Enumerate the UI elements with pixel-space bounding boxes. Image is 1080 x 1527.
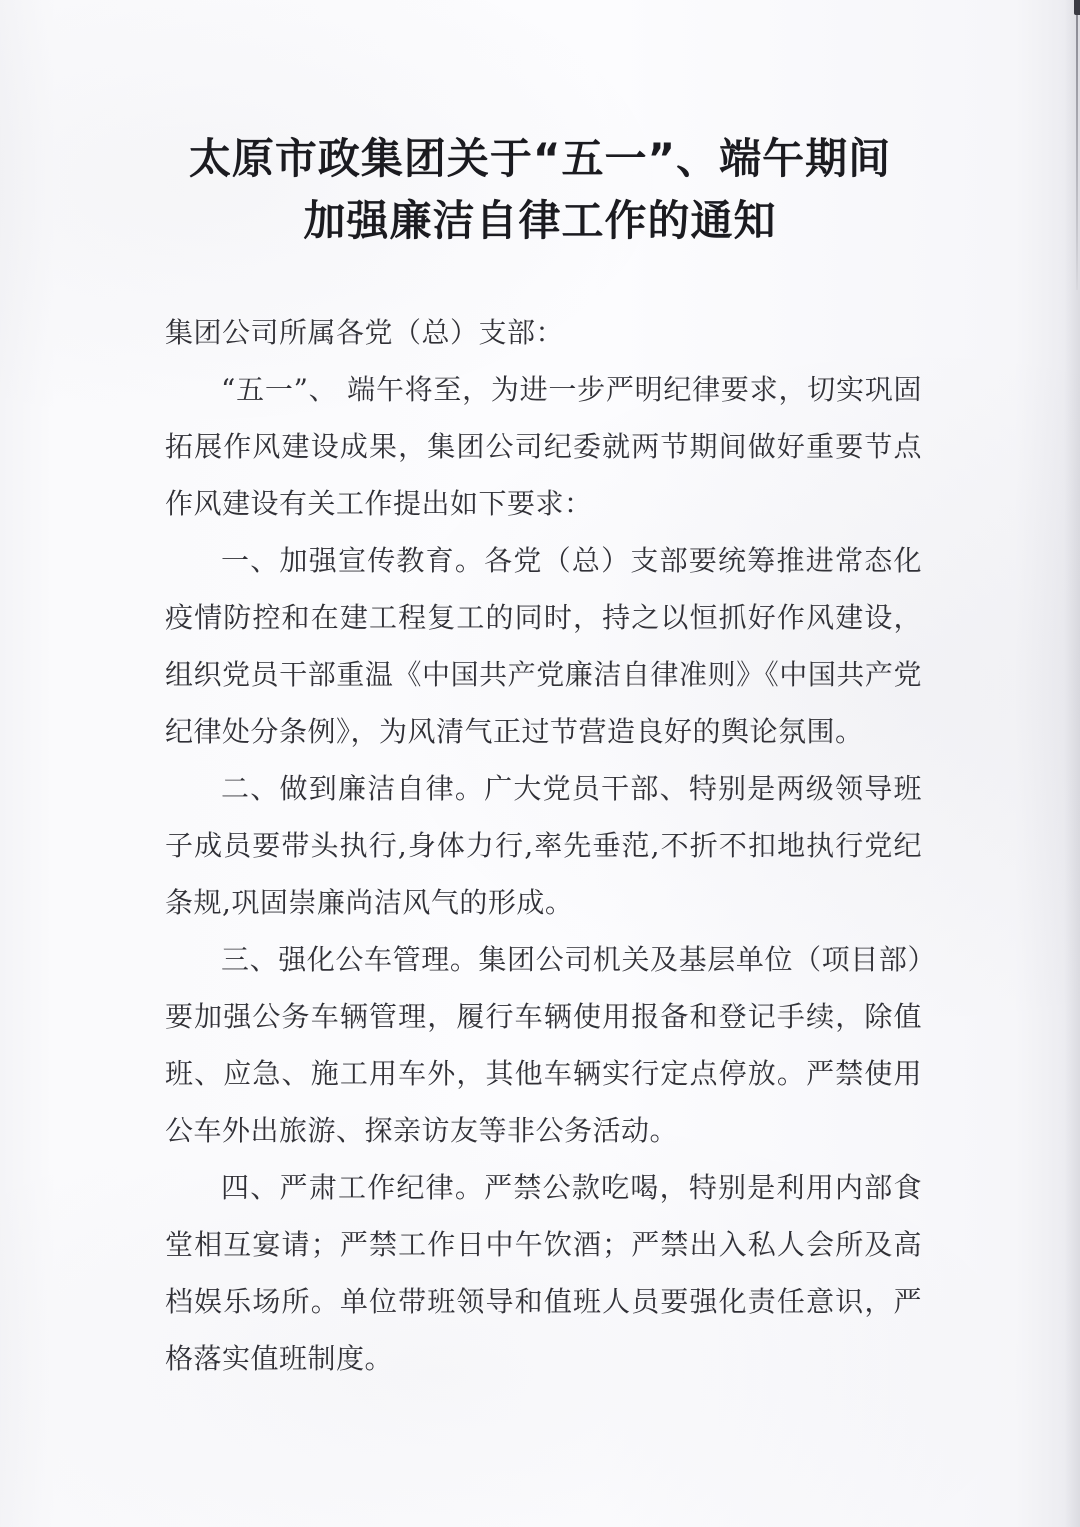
notice-title-line-2: 加强廉洁自律工作的通知 (303, 196, 777, 245)
paragraph-item-1: 一、加强宣传教育。各党（总）支部要统筹推进常态化疫情防控和在建工程复工的同时，持之以恒抓好作风建设，组织党员干部重温《中国共产党廉洁自律准则》《中国共产党纪律处分条例》，为风清气正过节营造良好的舆论氛围。 (165, 544, 922, 748)
notice-title (0, 128, 1080, 252)
notice-body (165, 304, 922, 1387)
scan-corner-mark (1074, 0, 1080, 15)
paragraph-item-3: 三、强化公车管理。集团公司机关及基层单位（项目部）要加强公务车辆管理，履行车辆使用报备和登记手续，除值班、应急、施工用车外，其他车辆实行定点停放。严禁使用公车外出旅游、探亲访友等非公务活动。 (165, 943, 922, 1147)
paragraph-item-4: 四、严肃工作纪律。严禁公款吃喝，特别是利用内部食堂相互宴请；严禁工作日中午饮酒；严禁出入私人会所及高档娱乐场所。单位带班领导和值班人员要强化责任意识，严格落实值班制度。 (165, 1171, 922, 1375)
paragraph-intro: “五一”、 端午将至，为进一步严明纪律要求，切实巩固拓展作风建设成果，集团公司纪委就两节期间做好重要节点作风建设有关工作提出如下要求： (165, 373, 922, 520)
notice-title-line-1: 太原市政集团关于“五一”、端午期间 (188, 134, 892, 183)
paragraph-item-2: 二、做到廉洁自律。广大党员干部、特别是两级领导班子成员要带头执行,身体力行,率先垂范,不折不扣地执行党纪条规,巩固崇廉尚洁风气的形成。 (165, 772, 922, 919)
salutation: 集团公司所属各党（总）支部： (165, 316, 565, 349)
